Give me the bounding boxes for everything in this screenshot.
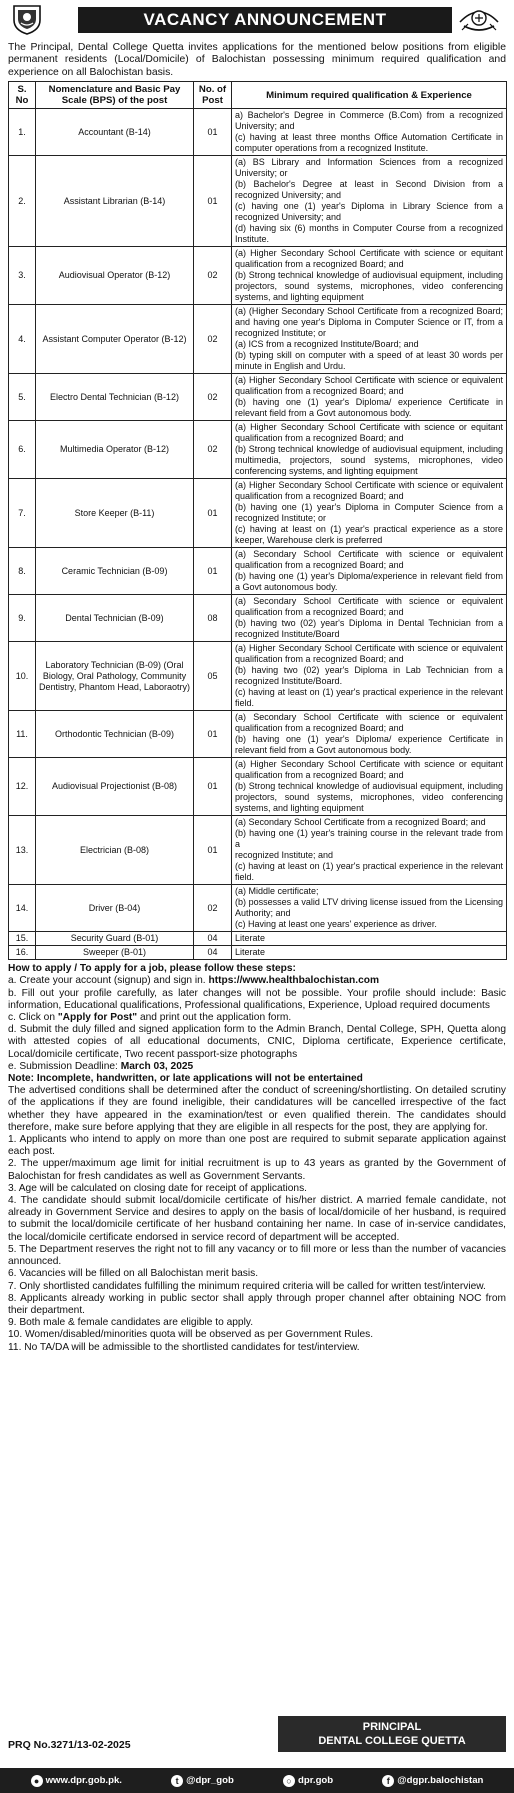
cell-sno: 3. bbox=[9, 247, 36, 305]
cell-qualification bbox=[232, 247, 507, 305]
table-row bbox=[9, 247, 507, 305]
table-row bbox=[9, 642, 507, 711]
qualification-line: (c) having one (1) year's Diploma in Library Science from a recognized University; and bbox=[235, 201, 503, 223]
submission-deadline: March 03, 2025 bbox=[120, 1060, 194, 1072]
qualification-line: (a) Secondary School Certificate from a recognized Board; and bbox=[235, 817, 486, 828]
condition-item: 5. The Department reserves the right not to fill any vacancy or to fill more or less than the number of vacancies announced. bbox=[8, 1243, 506, 1268]
qualification-line: (c) Having at least one years' experience as driver. bbox=[235, 919, 437, 930]
qualification-line: (c) having at least on (1) year's practical experience as a store keeper, Warehouse clerk is preferred bbox=[235, 524, 503, 546]
facebook-icon: f bbox=[382, 1775, 394, 1787]
table-row bbox=[9, 479, 507, 548]
col-header-qualification: Minimum required qualification & Experience bbox=[232, 82, 507, 109]
how-to-apply-heading: How to apply / To apply for a job, please follow these steps: bbox=[8, 963, 296, 975]
twitter-icon: t bbox=[171, 1775, 183, 1787]
page-title: VACANCY ANNOUNCEMENT bbox=[78, 7, 452, 33]
cell-post: Store Keeper (B-11) bbox=[36, 479, 194, 548]
qualification-line: (a) BS Library and Information Sciences from a recognized University; or bbox=[235, 157, 503, 179]
condition-item: 1. Applicants who intend to apply on more than one post are required to submit separate application against each post. bbox=[8, 1134, 506, 1158]
qualification-line: (c) having at least three months Office Automation Certificate in computer operations from a recognized Institute. bbox=[235, 132, 503, 154]
cell-sno: 6. bbox=[9, 421, 36, 479]
cell-post-count: 02 bbox=[194, 885, 232, 932]
conduct-paragraph: The advertised conditions shall be determined after the conduct of screening/shortlisting. On detailed scrutiny of the applications if they are found ineligible, their candidatures will be cancelled irrespective of the fact whether they have appeared in the examination/test or even qualified therein. The candidates should therefore, make sure before applying that they are eligible in all respects for the post, they are applying for. bbox=[8, 1085, 506, 1133]
cell-post: Multimedia Operator (B-12) bbox=[36, 421, 194, 479]
table-row bbox=[9, 816, 507, 885]
cell-post: Electrician (B-08) bbox=[36, 816, 194, 885]
signature-title: PRINCIPAL bbox=[362, 1721, 422, 1733]
table-row bbox=[9, 156, 507, 247]
table-row bbox=[9, 885, 507, 932]
qualification-line: (b) having one (1) year's Diploma/ experience Certificate in relevant field from a Govt autonomous body. bbox=[235, 397, 503, 419]
table-row bbox=[9, 548, 507, 595]
qualification-line: (b) having two (02) year's Diploma in Lab Technician from a recognized Institute/Board. bbox=[235, 665, 503, 687]
cell-post: Orthodontic Technician (B-09) bbox=[36, 711, 194, 758]
cell-post-count: 01 bbox=[194, 711, 232, 758]
qualification-line: (a) Higher Secondary School Certificate with science or equitant qualification from a recognized Board; and bbox=[235, 422, 503, 444]
cell-sno: 9. bbox=[9, 595, 36, 642]
condition-item: 10. Women/disabled/minorities quota will be observed as per Government Rules. bbox=[8, 1329, 374, 1341]
step-c-prefix: c. Click on bbox=[8, 1012, 55, 1024]
step-c-suffix: and print out the application form. bbox=[139, 1012, 292, 1024]
step-d: d. Submit the duly filled and signed application form to the Admin Branch, Dental College, SPH, Quetta along with attested copies of all educational documents, CNIC, Diploma certificate, Experience certificate, Local/domicile certificate, Two recent passport-size photographs bbox=[8, 1024, 506, 1060]
qualification-line: (a) Higher Secondary School Certificate with science or equivalent qualification from a recognized Board; and bbox=[235, 375, 503, 397]
intro-paragraph: The Principal, Dental College Quetta invites applications for the mentioned below positions from eligible permanent residents (Local/Domicile) of Balochistan possessing minimum required qualification and experience on all Balochistan basis. bbox=[8, 42, 506, 78]
qualification-line: (b) Bachelor's Degree at least in Second Division from a recognized University; and bbox=[235, 179, 503, 201]
footer-facebook[interactable] bbox=[382, 1775, 483, 1787]
cell-post: Audiovisual Projectionist (B-08) bbox=[36, 758, 194, 816]
conditions-list bbox=[8, 1134, 506, 1354]
footer-instagram[interactable] bbox=[283, 1775, 333, 1787]
cell-qualification bbox=[232, 816, 507, 885]
footer-website-text: www.dpr.gob.pk. bbox=[45, 1775, 122, 1786]
condition-item: 2. The upper/maximum age limit for initial recruitment is up to 43 years as granted by the Government of Balochistan for fresh candidates as well as Government Servants. bbox=[8, 1158, 506, 1182]
cell-post-count: 02 bbox=[194, 374, 232, 421]
globe-icon: ● bbox=[31, 1775, 43, 1787]
cell-post-count: 02 bbox=[194, 305, 232, 374]
balochistan-emblem-icon bbox=[10, 2, 44, 36]
qualification-line: (b) Strong technical knowledge of audiovisual equipment, including multimedia, projectors, sound systems, microphones, video conferencing systems, and lighting equipment bbox=[235, 444, 503, 477]
cell-qualification bbox=[232, 305, 507, 374]
step-a-text: a. Create your account (signup) and sign in. bbox=[8, 975, 206, 987]
cell-post: Sweeper (B-01) bbox=[36, 946, 194, 960]
footer-social-bar bbox=[0, 1768, 514, 1793]
cell-sno: 12. bbox=[9, 758, 36, 816]
table-row bbox=[9, 946, 507, 960]
cell-sno: 4. bbox=[9, 305, 36, 374]
qualification-line: a) Bachelor's Degree in Commerce (B.Com) from a recognized University; and bbox=[235, 110, 503, 132]
qualification-line: (b) having one (1) year's Diploma in Computer Science from a recognized Institute; or bbox=[235, 502, 503, 524]
qualification-line: (c) having at least on (1) year's practical experience in the relevant field. bbox=[235, 861, 503, 883]
table-row bbox=[9, 109, 507, 156]
footer-website[interactable] bbox=[31, 1775, 122, 1787]
qualification-line: (a) Higher Secondary School Certificate with science or equitant qualification from a recognized Board; and bbox=[235, 248, 503, 270]
cell-qualification bbox=[232, 711, 507, 758]
col-header-sno: S. No bbox=[9, 82, 36, 109]
cell-sno: 15. bbox=[9, 932, 36, 946]
qualification-line: (d) having six (6) months in Computer Course from a recognized Institute. bbox=[235, 223, 503, 245]
qualification-line: recognized Institute; and bbox=[235, 850, 334, 861]
cell-qualification bbox=[232, 548, 507, 595]
table-row bbox=[9, 374, 507, 421]
table-row bbox=[9, 421, 507, 479]
cell-post-count: 04 bbox=[194, 932, 232, 946]
condition-item: 4. The candidate should submit local/domicile certificate of his/her district. A married female candidate, not already in Government Service and desires to apply on the basis of local/domicile of her husband, is required to submit the local/domicile certificate of her husband containing her name. In case of in-service candidates, the local/domicile certificate endorsed in service record of department will be accepted. bbox=[8, 1195, 506, 1243]
qualification-line: (b) Strong technical knowledge of audiovisual equipment, including projectors, sound systems, microphones, video conferencing systems, and lighting equipment bbox=[235, 270, 503, 303]
cell-post-count: 01 bbox=[194, 156, 232, 247]
cell-qualification bbox=[232, 885, 507, 932]
cell-post-count: 02 bbox=[194, 247, 232, 305]
table-row bbox=[9, 711, 507, 758]
instructions bbox=[8, 963, 506, 1354]
cell-post-count: 02 bbox=[194, 421, 232, 479]
cell-post-count: 08 bbox=[194, 595, 232, 642]
cell-qualification bbox=[232, 156, 507, 247]
cell-qualification bbox=[232, 946, 507, 960]
cell-post: Dental Technician (B-09) bbox=[36, 595, 194, 642]
cell-post-count: 01 bbox=[194, 816, 232, 885]
cell-qualification bbox=[232, 421, 507, 479]
footer-twitter[interactable] bbox=[171, 1775, 234, 1787]
step-b: b. Fill out your profile carefully, as later changes will not be possible. Your profile should include: Basic information, Educational qualifications, Professional qualifications, Experience, Upload required documents bbox=[8, 987, 506, 1011]
signature-block bbox=[278, 1716, 506, 1752]
cell-sno: 5. bbox=[9, 374, 36, 421]
cell-post-count: 05 bbox=[194, 642, 232, 711]
step-c bbox=[8, 1012, 506, 1024]
cell-post: Audiovisual Operator (B-12) bbox=[36, 247, 194, 305]
qualification-line: (b) Strong technical knowledge of audiovisual equipment, including projectors, sound systems, microphones, video conferencing systems, and lighting equipment bbox=[235, 781, 503, 814]
step-a bbox=[8, 975, 506, 987]
qualification-line: (a) Middle certificate; bbox=[235, 886, 319, 897]
table-header-row bbox=[9, 82, 507, 109]
cell-post-count: 01 bbox=[194, 548, 232, 595]
condition-item: 11. No TA/DA will be admissible to the shortlisted candidates for test/interview. bbox=[8, 1341, 360, 1353]
cell-post: Driver (B-04) bbox=[36, 885, 194, 932]
qualification-line: (a) Secondary School Certificate with science or equivalent qualification from a recognized Board; and bbox=[235, 549, 503, 571]
table-row bbox=[9, 758, 507, 816]
cell-qualification bbox=[232, 109, 507, 156]
apply-for-post-label: "Apply for Post" bbox=[57, 1012, 138, 1024]
qualification-line: (a) Higher Secondary School Certificate with science or equivalent qualification from a recognized Board; and bbox=[235, 480, 503, 502]
cell-qualification bbox=[232, 374, 507, 421]
qualification-line: (b) having one (1) year's training course in the relevant trade from a bbox=[235, 828, 503, 850]
cell-post: Assistant Librarian (B-14) bbox=[36, 156, 194, 247]
footer-facebook-text: @dgpr.balochistan bbox=[397, 1775, 484, 1786]
qualification-line: (a) Higher Secondary School Certificate with science or equitant qualification from a recognized Board; and bbox=[235, 759, 503, 781]
cell-sno: 7. bbox=[9, 479, 36, 548]
cell-qualification bbox=[232, 595, 507, 642]
cell-sno: 10. bbox=[9, 642, 36, 711]
cell-post-count: 04 bbox=[194, 946, 232, 960]
cell-post-count: 01 bbox=[194, 479, 232, 548]
cell-qualification bbox=[232, 932, 507, 946]
condition-item: 8. Applicants already working in public sector shall apply through proper channel after obtaining NOC from their department. bbox=[8, 1292, 506, 1316]
qualification-line: Literate bbox=[235, 933, 266, 944]
col-header-count: No. of Post bbox=[194, 82, 232, 109]
qualification-line: (a) Secondary School Certificate with science or equivalent qualification from a recognized Board; and bbox=[235, 712, 503, 734]
qualification-line: (b) possesses a valid LTV driving license issued from the Licensing Authority; and bbox=[235, 897, 503, 919]
qualification-line: (b) typing skill on computer with a speed of at least 30 words per minute in English and Urdu. bbox=[235, 350, 503, 372]
header bbox=[8, 0, 506, 40]
note: Note: Incomplete, handwritten, or late applications will not be entertained bbox=[8, 1073, 363, 1085]
cell-post: Ceramic Technician (B-09) bbox=[36, 548, 194, 595]
signature-org: DENTAL COLLEGE QUETTA bbox=[318, 1735, 466, 1747]
cell-sno: 16. bbox=[9, 946, 36, 960]
condition-item: 3. Age will be calculated on closing date for receipt of applications. bbox=[8, 1182, 308, 1194]
cell-sno: 11. bbox=[9, 711, 36, 758]
instagram-icon: ○ bbox=[283, 1775, 295, 1787]
condition-item: 9. Both male & female candidates are eligible to apply. bbox=[8, 1317, 254, 1329]
cell-qualification bbox=[232, 479, 507, 548]
table-row bbox=[9, 305, 507, 374]
table-row bbox=[9, 595, 507, 642]
footer-instagram-text: dpr.gob bbox=[297, 1775, 334, 1786]
cell-sno: 14. bbox=[9, 885, 36, 932]
condition-item: 7. Only shortlisted candidates fulfilling the minimum required criteria will be called for written test/interview. bbox=[8, 1280, 486, 1292]
footer-twitter-text: @dpr_gob bbox=[186, 1775, 234, 1786]
qualification-line: (c) having at least on (1) year's practical experience in the relevant field. bbox=[235, 687, 503, 709]
cell-post: Electro Dental Technician (B-12) bbox=[36, 374, 194, 421]
qualification-line: (a) Higher Secondary School Certificate with science or equivalent qualification from a recognized Board; and bbox=[235, 643, 503, 665]
government-crest-icon bbox=[454, 2, 504, 36]
cell-post: Laboratory Technician (B-09) (Oral Biology, Oral Pathology, Community Dentistry, Phantom Head, Laboraotry) bbox=[36, 642, 194, 711]
table-row bbox=[9, 932, 507, 946]
qualification-line: (a) Secondary School Certificate with science or equivalent qualification from a recognized Board; and bbox=[235, 596, 503, 618]
cell-qualification bbox=[232, 642, 507, 711]
cell-sno: 1. bbox=[9, 109, 36, 156]
cell-post: Security Guard (B-01) bbox=[36, 932, 194, 946]
cell-post-count: 01 bbox=[194, 758, 232, 816]
condition-item: 6. Vacancies will be filled on all Balochistan merit basis. bbox=[8, 1268, 259, 1280]
vacancy-table-body bbox=[9, 109, 507, 960]
cell-sno: 2. bbox=[9, 156, 36, 247]
cell-qualification bbox=[232, 758, 507, 816]
cell-sno: 13. bbox=[9, 816, 36, 885]
qualification-line: (a) (Higher Secondary School Certificate from a recognized Board; and having one year's Diploma in Computer Science or IT, from a recognized Institute; or bbox=[235, 306, 503, 339]
step-e bbox=[8, 1061, 506, 1073]
portal-link[interactable]: https://www.healthbalochistan.com bbox=[208, 975, 380, 987]
cell-post: Accountant (B-14) bbox=[36, 109, 194, 156]
qualification-line: Literate bbox=[235, 947, 266, 958]
cell-post-count: 01 bbox=[194, 109, 232, 156]
qualification-line: (b) having one (1) year's Diploma/ experience Certificate in relevant field from a Govt autonomous body. bbox=[235, 734, 503, 756]
step-e-prefix: e. Submission Deadline: bbox=[8, 1060, 118, 1072]
vacancy-table bbox=[8, 81, 507, 960]
prq-number: PRQ No.3271/13-02-2025 bbox=[8, 1739, 131, 1751]
qualification-line: (a) ICS from a recognized Institute/Board; and bbox=[235, 339, 419, 350]
qualification-line: (b) having one (1) year's Diploma/experience in relevant field from a Govt autonomous body. bbox=[235, 571, 503, 593]
cell-post: Assistant Computer Operator (B-12) bbox=[36, 305, 194, 374]
qualification-line: (b) having two (02) year's Diploma in Dental Technician from a recognized Institute/Board bbox=[235, 618, 503, 640]
cell-sno: 8. bbox=[9, 548, 36, 595]
col-header-post: Nomenclature and Basic Pay Scale (BPS) of the post bbox=[36, 82, 194, 109]
